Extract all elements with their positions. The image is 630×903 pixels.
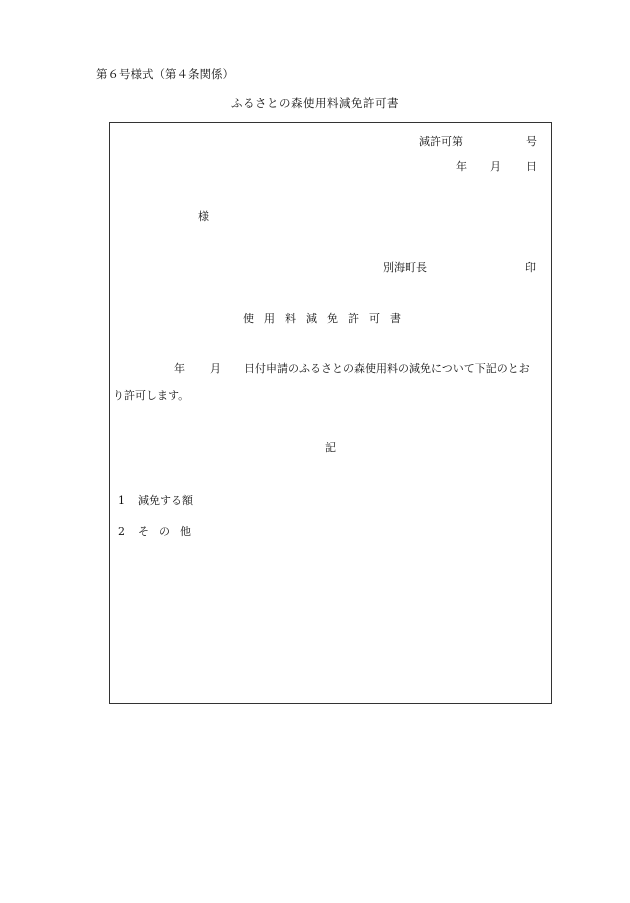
body-text: 日付申請のふるさとの森使用料の減免について下記のとお <box>244 362 530 375</box>
item-label: 減免する額 <box>138 494 193 507</box>
date-year-label: 年 <box>456 160 467 173</box>
list-item <box>118 526 201 537</box>
issuer-seal-mark: 印 <box>525 261 536 274</box>
body-paragraph-line-2: り許可します。 <box>113 389 190 402</box>
list-item <box>118 495 193 506</box>
ki-heading: 記 <box>325 441 336 454</box>
document-title: ふるさとの森使用料減免許可書 <box>231 96 399 110</box>
issuer-name: 別海町長 <box>383 261 427 274</box>
permit-number-suffix: 号 <box>526 135 537 148</box>
body-year-label: 年 <box>174 362 185 375</box>
form-box <box>109 122 552 704</box>
permit-number-label: 減許可第 <box>419 135 463 148</box>
item-number: 1 <box>118 494 125 507</box>
item-label: その他 <box>138 525 201 538</box>
item-number: 2 <box>118 525 125 538</box>
section-heading: 使用料減免許可書 <box>243 312 411 325</box>
form-number: 第６号様式（第４条関係） <box>96 67 234 81</box>
date-day-label: 日 <box>526 160 537 173</box>
body-month-label: 月 <box>210 362 221 375</box>
recipient-honorific: 様 <box>198 210 209 223</box>
date-month-label: 月 <box>490 160 501 173</box>
